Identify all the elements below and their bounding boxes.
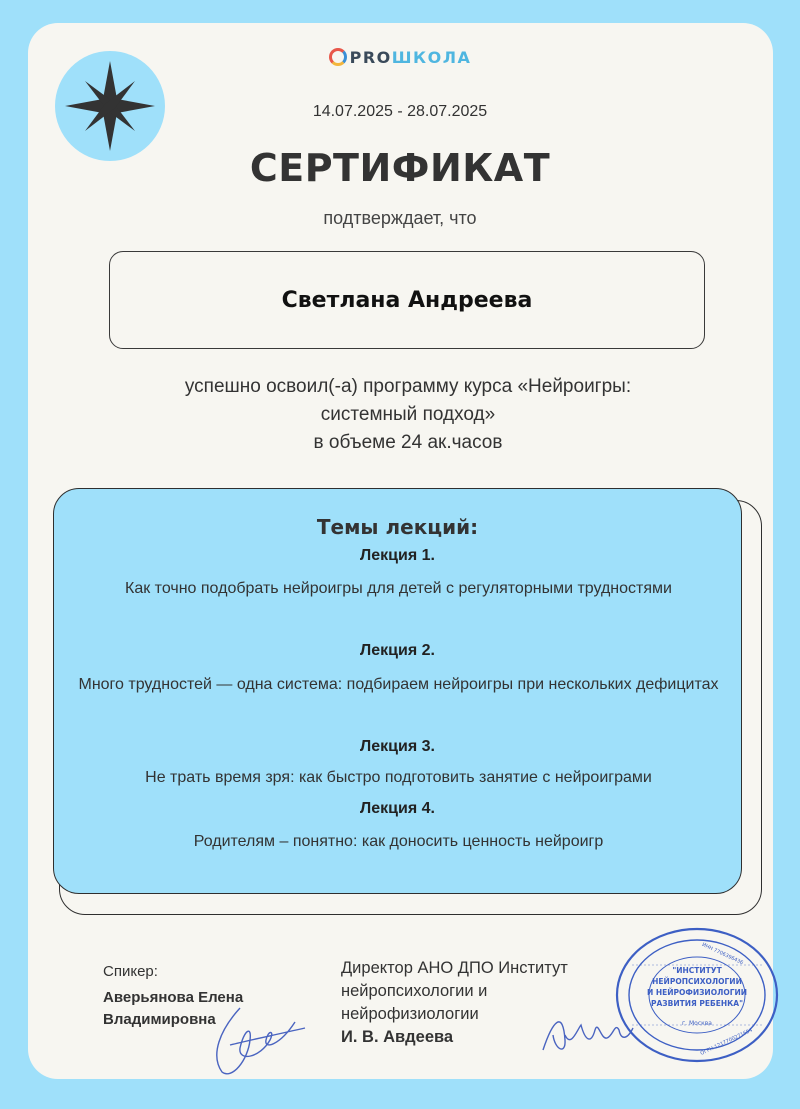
program-description [110, 373, 706, 457]
lecture-topic: Родителям – понятно: как доносить ценность нейроигр [193, 833, 604, 850]
lecture-topic: Много трудностей — одна система: подбираем нейроигры при нескольких дефицитах [78, 676, 719, 693]
lecture-heading: Лекция 3. [360, 738, 435, 755]
program-line: системный подход» [320, 404, 496, 425]
course-dates: 14.07.2025 - 28.07.2025 [312, 103, 488, 120]
svg-text:НЕЙРОПСИХОЛОГИИ: НЕЙРОПСИХОЛОГИИ [652, 977, 742, 986]
lectures-box [53, 488, 742, 894]
svg-text:ИНН 7706396436: ИНН 7706396436 [700, 941, 744, 967]
svg-text:И НЕЙРОФИЗИОЛОГИИ: И НЕЙРОФИЗИОЛОГИИ [646, 988, 748, 997]
svg-text:г. Москва: г. Москва [682, 1020, 712, 1027]
director-name: И. В. Авдеева [341, 1028, 454, 1046]
svg-text:РАЗВИТИЯ РЕБЕНКА": РАЗВИТИЯ РЕБЕНКА" [651, 999, 743, 1008]
director-title: Директор АНО ДПО Институт нейропсихологии и нейрофизиологии [341, 959, 568, 1023]
certificate-title: СЕРТИФИКАТ [249, 146, 551, 190]
logo-ring-icon [329, 48, 347, 66]
proschool-logo: PROШКОЛА [0, 48, 800, 67]
svg-text:ОГРН 1217700271654: ОГРН 1217700271654 [699, 1027, 754, 1057]
speaker-name: Аверьянова Елена Владимировна [103, 989, 244, 1028]
confirms-text: подтверждает, что [323, 208, 477, 228]
speaker-label: Спикер: [103, 963, 158, 980]
institute-seal-stamp [612, 925, 782, 1065]
lecture-topic: Не трать время зря: как быстро подготовить занятие с нейроиграми [145, 769, 652, 786]
lectures-title: Темы лекций: [316, 515, 479, 539]
program-hours: в объеме 24 ак.часов [313, 432, 503, 453]
lecture-heading: Лекция 1. [360, 547, 435, 564]
lecture-heading: Лекция 2. [360, 642, 435, 659]
svg-text:"ИНСТИТУТ: "ИНСТИТУТ [672, 966, 722, 975]
program-line: успешно освоил(-а) программу курса «Нейроигры: [184, 376, 632, 397]
lecture-heading: Лекция 4. [360, 800, 435, 817]
lecture-topic: Как точно подобрать нейроигры для детей с регуляторными трудностями [125, 580, 672, 597]
speaker-signature [200, 1000, 310, 1080]
recipient-name: Светлана Андреева [281, 287, 533, 313]
recipient-box [109, 251, 705, 349]
